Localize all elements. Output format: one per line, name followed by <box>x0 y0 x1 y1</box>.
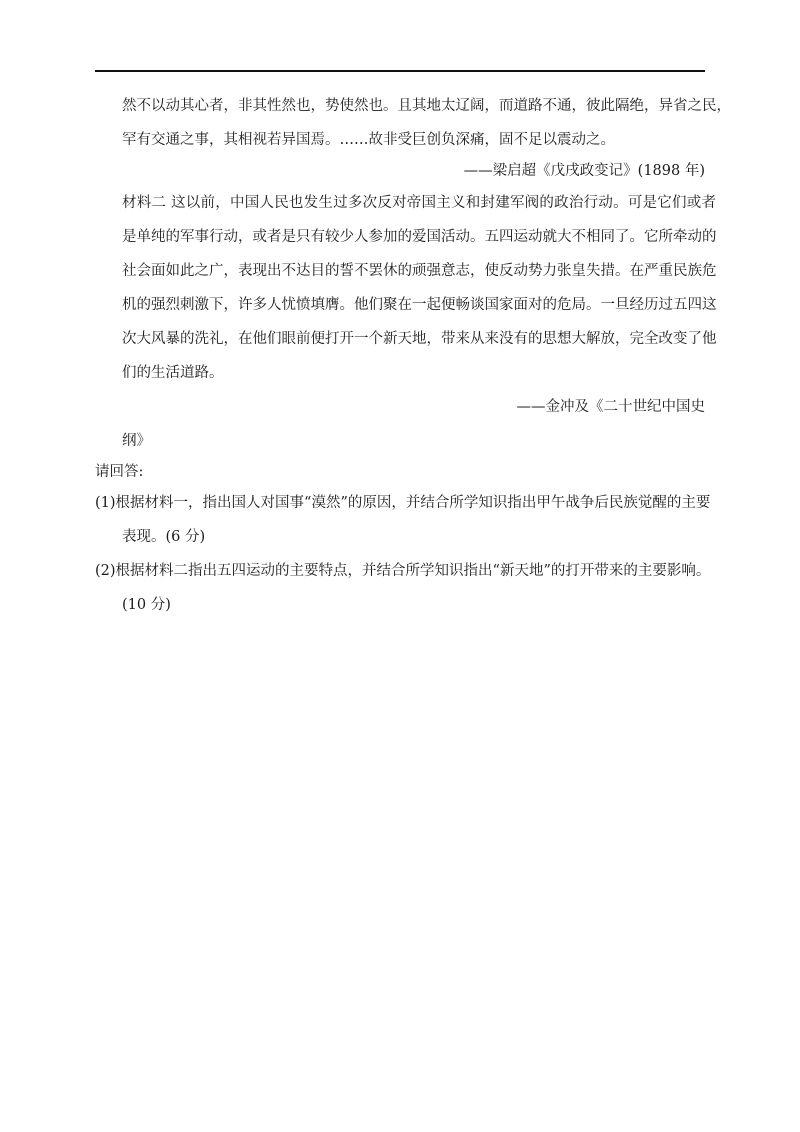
material2-line-3: 社会面如此之广，表现出不达目的誓不罢休的顽强意志，使反动势力张皇失措。在严重民族危 <box>122 263 717 279</box>
question-2-line-1: (2)根据材料二指出五四运动的主要特点，并结合所学知识指出“新天地”的打开带来的主要影响。 <box>95 563 711 579</box>
material2-source-line-1: ——金冲及《二十世纪中国史 <box>516 399 705 415</box>
material2-line-5: 次大风暴的洗礼，在他们眼前便打开一个新天地，带来从来没有的思想大解放，完全改变了他 <box>122 331 717 347</box>
material1-source: ——梁启超《戊戌政变记》(1898 年) <box>463 163 705 179</box>
question-2-line-2: (10 分) <box>122 597 171 613</box>
material2-line-2: 是单纯的军事行动，或者是只有较少人参加的爱国活动。五四运动就大不相同了。它所牵动的 <box>122 229 717 245</box>
material2-line-6: 们的生活道路。 <box>122 365 224 381</box>
material2-line-1: 材料二 这以前，中国人民也发生过多次反对帝国主义和封建军阀的政治行动。可是它们或者 <box>122 195 716 211</box>
material2-line-4: 机的强烈刺激下，许多人忧愤填膺。他们聚在一起便畅谈国家面对的危局。一旦经历过五四这 <box>122 297 717 313</box>
header-rule <box>95 70 705 72</box>
material1-line-2: 罕有交通之事，其相视若异国焉。……故非受巨创负深痛，固不足以震动之。 <box>122 132 615 148</box>
material2-source-line-2: 纲》 <box>122 433 151 449</box>
question-1-line-1: (1)根据材料一，指出国人对国事“漠然”的原因，并结合所学知识指出甲午战争后民族觉醒的主要 <box>95 495 711 511</box>
material1-line-1: 然不以动其心者，非其性然也，势使然也。且其地太辽阔，而道路不通，彼此隔绝，异省之民， <box>122 98 731 114</box>
answer-prompt: 请回答: <box>95 464 144 480</box>
question-1-line-2: 表现。(6 分) <box>122 529 206 545</box>
